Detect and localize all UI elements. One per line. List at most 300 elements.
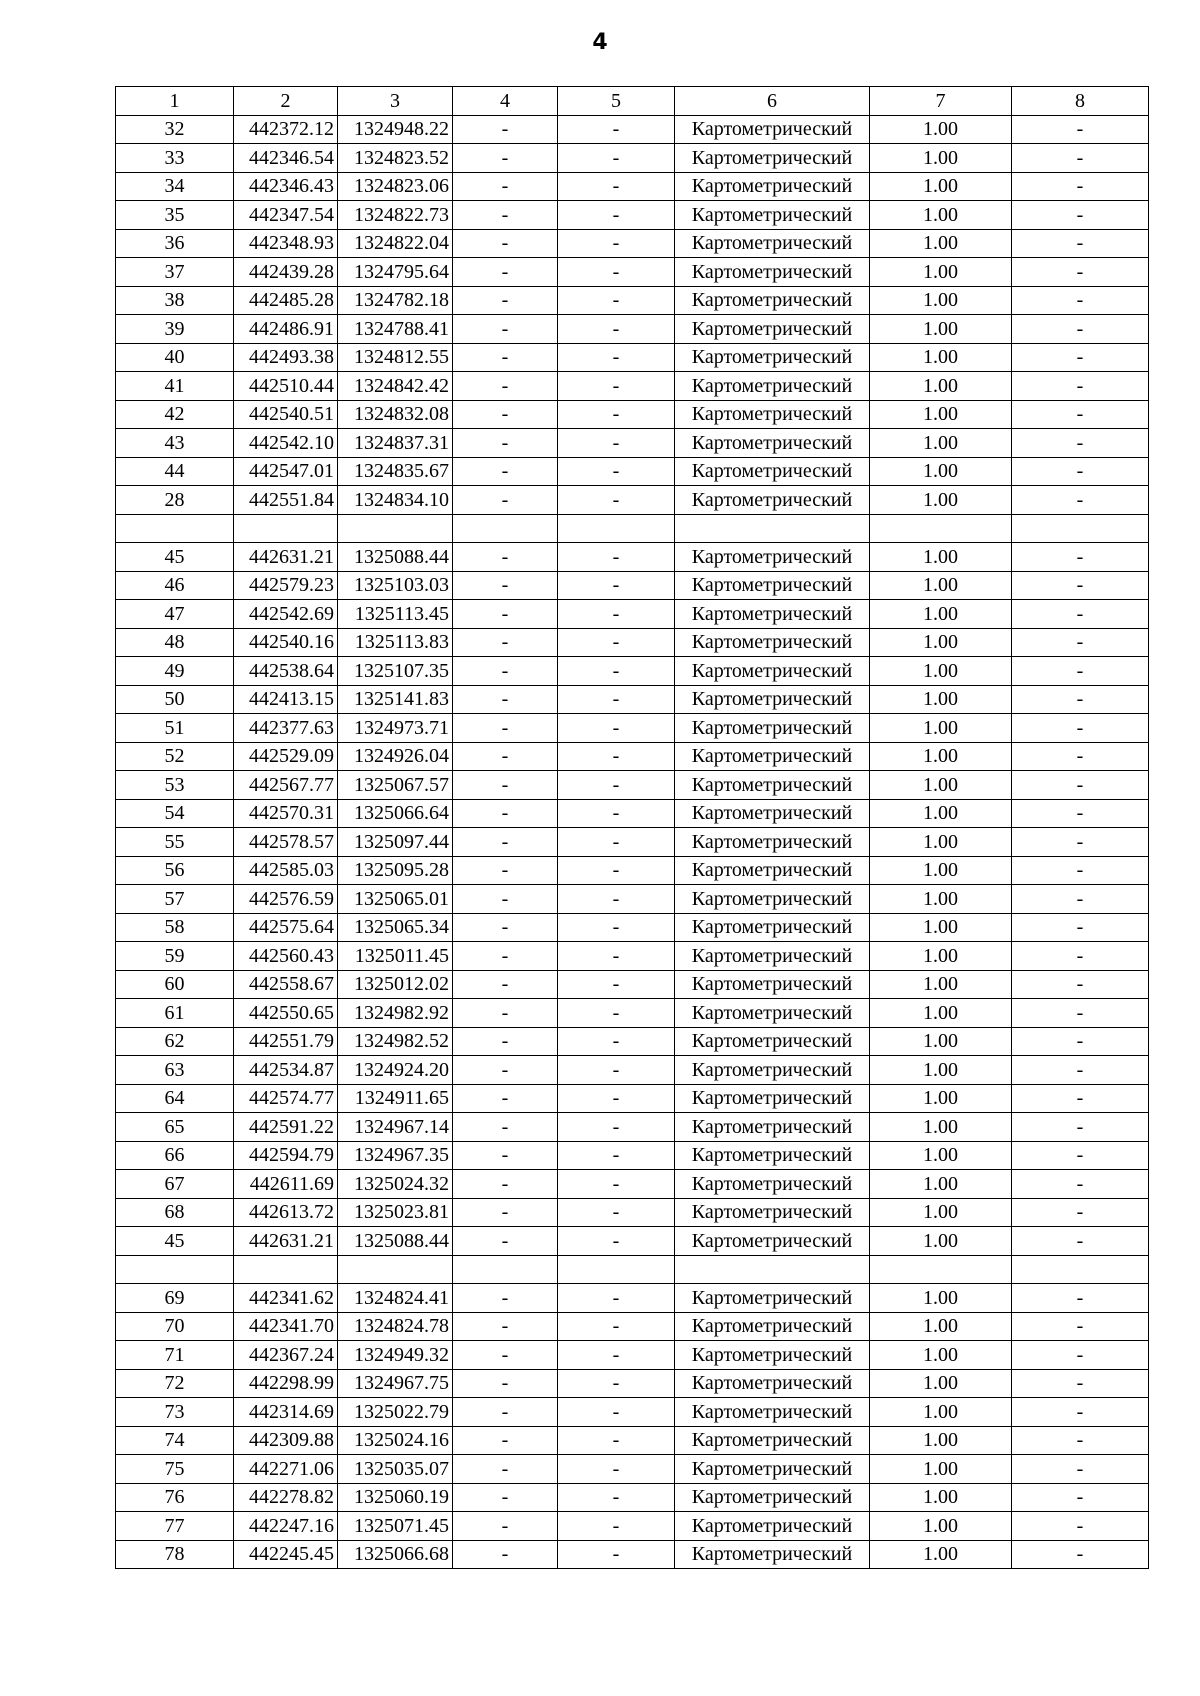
table-cell-col6: Картометрический bbox=[675, 1227, 870, 1256]
table-cell-col2: 442413.15 bbox=[234, 685, 338, 714]
table-cell-col5: - bbox=[558, 999, 675, 1028]
table-cell-col6: Картометрический bbox=[675, 1540, 870, 1569]
table-cell-col6: Картометрический bbox=[675, 543, 870, 572]
table-row bbox=[116, 201, 1149, 230]
table-cell-col2: 442377.63 bbox=[234, 714, 338, 743]
table-row bbox=[116, 885, 1149, 914]
table-cell-col3: 1325066.64 bbox=[338, 799, 453, 828]
table-cell-col8: - bbox=[1012, 714, 1149, 743]
table-cell-col5: - bbox=[558, 1198, 675, 1227]
table-cell-col8: - bbox=[1012, 1027, 1149, 1056]
table-cell-col5: - bbox=[558, 600, 675, 629]
table-row bbox=[116, 1312, 1149, 1341]
separator-row bbox=[116, 1255, 1149, 1284]
separator-row bbox=[116, 514, 1149, 543]
table-cell-col8: - bbox=[1012, 1284, 1149, 1313]
table-cell-col6 bbox=[675, 514, 870, 543]
table-cell-col5: - bbox=[558, 970, 675, 999]
table-cell-col1: 68 bbox=[116, 1198, 234, 1227]
table-row bbox=[116, 1540, 1149, 1569]
table-cell-col7: 1.00 bbox=[870, 229, 1012, 258]
table-cell-col7: 1.00 bbox=[870, 970, 1012, 999]
table-cell-col3: 1325011.45 bbox=[338, 942, 453, 971]
table-cell-col5: - bbox=[558, 315, 675, 344]
table-cell-col2: 442347.54 bbox=[234, 201, 338, 230]
table-row bbox=[116, 1284, 1149, 1313]
table-row bbox=[116, 1198, 1149, 1227]
table-row bbox=[116, 1398, 1149, 1427]
table-cell-col3: 1325071.45 bbox=[338, 1512, 453, 1541]
table-cell-col2: 442247.16 bbox=[234, 1512, 338, 1541]
table-cell-col4: - bbox=[453, 628, 558, 657]
column-header-7: 7 bbox=[870, 87, 1012, 116]
table-cell-col4: - bbox=[453, 1284, 558, 1313]
table-cell-col6: Картометрический bbox=[675, 913, 870, 942]
table-cell-col4: - bbox=[453, 1369, 558, 1398]
table-row bbox=[116, 372, 1149, 401]
table-cell-col6: Картометрический bbox=[675, 201, 870, 230]
table-row bbox=[116, 1455, 1149, 1484]
table-cell-col5: - bbox=[558, 1312, 675, 1341]
table-cell-col1: 74 bbox=[116, 1426, 234, 1455]
table-cell-col4: - bbox=[453, 1084, 558, 1113]
table-cell-col1: 78 bbox=[116, 1540, 234, 1569]
table-cell-col8: - bbox=[1012, 856, 1149, 885]
table-cell-col1: 77 bbox=[116, 1512, 234, 1541]
table-cell-col4: - bbox=[453, 571, 558, 600]
table-cell-col6: Картометрический bbox=[675, 1426, 870, 1455]
table-cell-col2 bbox=[234, 1255, 338, 1284]
table-cell-col8: - bbox=[1012, 600, 1149, 629]
table-cell-col3: 1325113.83 bbox=[338, 628, 453, 657]
table-cell-col7: 1.00 bbox=[870, 1141, 1012, 1170]
table-cell-col5: - bbox=[558, 1084, 675, 1113]
table-cell-col6: Картометрический bbox=[675, 315, 870, 344]
table-cell-col8: - bbox=[1012, 1227, 1149, 1256]
table-cell-col5: - bbox=[558, 1455, 675, 1484]
table-cell-col3: 1324823.52 bbox=[338, 144, 453, 173]
table-cell-col8: - bbox=[1012, 258, 1149, 287]
table-row bbox=[116, 856, 1149, 885]
table-cell-col1: 69 bbox=[116, 1284, 234, 1313]
table-cell-col3: 1325113.45 bbox=[338, 600, 453, 629]
table-cell-col8: - bbox=[1012, 942, 1149, 971]
table-cell-col5: - bbox=[558, 1113, 675, 1142]
table-cell-col7: 1.00 bbox=[870, 315, 1012, 344]
table-cell-col7: 1.00 bbox=[870, 856, 1012, 885]
table-cell-col7: 1.00 bbox=[870, 1056, 1012, 1085]
table-cell-col2: 442298.99 bbox=[234, 1369, 338, 1398]
table-cell-col6: Картометрический bbox=[675, 571, 870, 600]
table-row bbox=[116, 1141, 1149, 1170]
table-cell-col3: 1324824.78 bbox=[338, 1312, 453, 1341]
table-cell-col7: 1.00 bbox=[870, 1398, 1012, 1427]
table-cell-col3: 1325065.01 bbox=[338, 885, 453, 914]
table-cell-col3: 1324822.04 bbox=[338, 229, 453, 258]
table-cell-col4: - bbox=[453, 1426, 558, 1455]
table-cell-col4: - bbox=[453, 600, 558, 629]
table-cell-col1: 58 bbox=[116, 913, 234, 942]
table-cell-col6: Картометрический bbox=[675, 1369, 870, 1398]
table-cell-col6: Картометрический bbox=[675, 1512, 870, 1541]
table-cell-col6: Картометрический bbox=[675, 1141, 870, 1170]
table-cell-col6: Картометрический bbox=[675, 1084, 870, 1113]
table-cell-col6: Картометрический bbox=[675, 115, 870, 144]
table-cell-col7: 1.00 bbox=[870, 1198, 1012, 1227]
table-cell-col2: 442631.21 bbox=[234, 1227, 338, 1256]
table-cell-col1: 38 bbox=[116, 286, 234, 315]
table-cell-col6: Картометрический bbox=[675, 999, 870, 1028]
table-cell-col8: - bbox=[1012, 742, 1149, 771]
table-cell-col7: 1.00 bbox=[870, 771, 1012, 800]
table-cell-col7: 1.00 bbox=[870, 685, 1012, 714]
table-cell-col4: - bbox=[453, 1113, 558, 1142]
table-cell-col7: 1.00 bbox=[870, 1312, 1012, 1341]
table-cell-col5: - bbox=[558, 742, 675, 771]
table-cell-col4: - bbox=[453, 1455, 558, 1484]
table-row bbox=[116, 1227, 1149, 1256]
table-cell-col3: 1324812.55 bbox=[338, 343, 453, 372]
table-cell-col1: 41 bbox=[116, 372, 234, 401]
table-cell-col5: - bbox=[558, 115, 675, 144]
table-cell-col2: 442278.82 bbox=[234, 1483, 338, 1512]
table-cell-col1: 49 bbox=[116, 657, 234, 686]
table-cell-col6: Картометрический bbox=[675, 1198, 870, 1227]
table-cell-col3: 1324835.67 bbox=[338, 457, 453, 486]
table-cell-col4: - bbox=[453, 543, 558, 572]
table-cell-col8: - bbox=[1012, 771, 1149, 800]
table-cell-col5: - bbox=[558, 1056, 675, 1085]
table-cell-col2: 442551.84 bbox=[234, 486, 338, 515]
table-cell-col5: - bbox=[558, 1512, 675, 1541]
table-cell-col8: - bbox=[1012, 913, 1149, 942]
table-cell-col6: Картометрический bbox=[675, 1341, 870, 1370]
table-header-row bbox=[116, 87, 1149, 116]
table-cell-col5: - bbox=[558, 885, 675, 914]
table-cell-col3: 1325065.34 bbox=[338, 913, 453, 942]
table-row bbox=[116, 571, 1149, 600]
table-cell-col1: 32 bbox=[116, 115, 234, 144]
table-cell-col2: 442551.79 bbox=[234, 1027, 338, 1056]
table-cell-col6: Картометрический bbox=[675, 856, 870, 885]
table-cell-col3: 1324782.18 bbox=[338, 286, 453, 315]
table-cell-col2: 442579.23 bbox=[234, 571, 338, 600]
table-row bbox=[116, 286, 1149, 315]
table-cell-col4: - bbox=[453, 429, 558, 458]
table-cell-col4: - bbox=[453, 1056, 558, 1085]
table-cell-col2: 442346.43 bbox=[234, 172, 338, 201]
table-cell-col4: - bbox=[453, 343, 558, 372]
table-row bbox=[116, 942, 1149, 971]
table-cell-col2: 442570.31 bbox=[234, 799, 338, 828]
table-cell-col6: Картометрический bbox=[675, 144, 870, 173]
table-cell-col1: 70 bbox=[116, 1312, 234, 1341]
table-cell-col4 bbox=[453, 514, 558, 543]
table-cell-col6: Картометрический bbox=[675, 172, 870, 201]
table-row bbox=[116, 657, 1149, 686]
table-row bbox=[116, 315, 1149, 344]
table-cell-col2: 442309.88 bbox=[234, 1426, 338, 1455]
table-cell-col2: 442540.51 bbox=[234, 400, 338, 429]
table-cell-col6: Картометрический bbox=[675, 229, 870, 258]
table-cell-col7: 1.00 bbox=[870, 1284, 1012, 1313]
table-row bbox=[116, 543, 1149, 572]
table-cell-col3: 1324824.41 bbox=[338, 1284, 453, 1313]
table-cell-col7: 1.00 bbox=[870, 1426, 1012, 1455]
table-cell-col3 bbox=[338, 1255, 453, 1284]
table-cell-col3: 1324842.42 bbox=[338, 372, 453, 401]
table-cell-col8: - bbox=[1012, 885, 1149, 914]
table-cell-col1: 63 bbox=[116, 1056, 234, 1085]
table-cell-col4: - bbox=[453, 144, 558, 173]
table-cell-col3: 1325097.44 bbox=[338, 828, 453, 857]
table-cell-col3: 1325024.16 bbox=[338, 1426, 453, 1455]
table-cell-col1: 72 bbox=[116, 1369, 234, 1398]
table-cell-col2: 442348.93 bbox=[234, 229, 338, 258]
table-cell-col2: 442538.64 bbox=[234, 657, 338, 686]
table-cell-col4: - bbox=[453, 799, 558, 828]
table-cell-col1: 62 bbox=[116, 1027, 234, 1056]
table-cell-col3: 1324948.22 bbox=[338, 115, 453, 144]
table-cell-col1: 50 bbox=[116, 685, 234, 714]
table-cell-col7: 1.00 bbox=[870, 486, 1012, 515]
table-cell-col4: - bbox=[453, 1141, 558, 1170]
table-row bbox=[116, 144, 1149, 173]
table-cell-col6: Картометрический bbox=[675, 429, 870, 458]
table-cell-col3: 1325022.79 bbox=[338, 1398, 453, 1427]
table-row bbox=[116, 1084, 1149, 1113]
table-cell-col1: 54 bbox=[116, 799, 234, 828]
table-cell-col4 bbox=[453, 1255, 558, 1284]
table-cell-col6: Картометрический bbox=[675, 828, 870, 857]
column-header-3: 3 bbox=[338, 87, 453, 116]
table-cell-col4: - bbox=[453, 771, 558, 800]
table-cell-col4: - bbox=[453, 742, 558, 771]
table-cell-col1: 48 bbox=[116, 628, 234, 657]
table-row bbox=[116, 1170, 1149, 1199]
table-cell-col7: 1.00 bbox=[870, 1084, 1012, 1113]
table-cell-col1: 44 bbox=[116, 457, 234, 486]
table-cell-col4: - bbox=[453, 201, 558, 230]
table-cell-col2: 442585.03 bbox=[234, 856, 338, 885]
table-cell-col1: 43 bbox=[116, 429, 234, 458]
table-cell-col6 bbox=[675, 1255, 870, 1284]
table-cell-col7: 1.00 bbox=[870, 1170, 1012, 1199]
table-cell-col8: - bbox=[1012, 1056, 1149, 1085]
table-cell-col2: 442534.87 bbox=[234, 1056, 338, 1085]
table-row bbox=[116, 400, 1149, 429]
table-cell-col8: - bbox=[1012, 1455, 1149, 1484]
table-cell-col1: 65 bbox=[116, 1113, 234, 1142]
table-cell-col5: - bbox=[558, 913, 675, 942]
table-cell-col1: 52 bbox=[116, 742, 234, 771]
table-cell-col1: 55 bbox=[116, 828, 234, 857]
table-cell-col2: 442510.44 bbox=[234, 372, 338, 401]
table-cell-col5: - bbox=[558, 1398, 675, 1427]
table-cell-col8: - bbox=[1012, 372, 1149, 401]
table-cell-col5: - bbox=[558, 543, 675, 572]
table-cell-col1: 73 bbox=[116, 1398, 234, 1427]
column-header-2: 2 bbox=[234, 87, 338, 116]
table-cell-col5: - bbox=[558, 286, 675, 315]
table-cell-col7: 1.00 bbox=[870, 286, 1012, 315]
table-cell-col6: Картометрический bbox=[675, 771, 870, 800]
table-cell-col3: 1325060.19 bbox=[338, 1483, 453, 1512]
table-cell-col5: - bbox=[558, 457, 675, 486]
table-cell-col5: - bbox=[558, 1027, 675, 1056]
table-cell-col4: - bbox=[453, 1227, 558, 1256]
table-cell-col6: Картометрический bbox=[675, 970, 870, 999]
table-cell-col2: 442372.12 bbox=[234, 115, 338, 144]
table-cell-col5: - bbox=[558, 1227, 675, 1256]
table-cell-col6: Картометрический bbox=[675, 1027, 870, 1056]
table-cell-col7: 1.00 bbox=[870, 1512, 1012, 1541]
table-cell-col6: Картометрический bbox=[675, 742, 870, 771]
table-cell-col3: 1324967.35 bbox=[338, 1141, 453, 1170]
table-cell-col3: 1325067.57 bbox=[338, 771, 453, 800]
table-cell-col5: - bbox=[558, 714, 675, 743]
table-cell-col8: - bbox=[1012, 1398, 1149, 1427]
table-row bbox=[116, 1483, 1149, 1512]
table-cell-col8: - bbox=[1012, 1426, 1149, 1455]
table-cell-col7 bbox=[870, 1255, 1012, 1284]
table-cell-col6: Картометрический bbox=[675, 1113, 870, 1142]
table-cell-col4: - bbox=[453, 999, 558, 1028]
table-cell-col8: - bbox=[1012, 115, 1149, 144]
table-cell-col3: 1324949.32 bbox=[338, 1341, 453, 1370]
table-cell-col2: 442591.22 bbox=[234, 1113, 338, 1142]
table-cell-col2: 442567.77 bbox=[234, 771, 338, 800]
table-cell-col3: 1324967.75 bbox=[338, 1369, 453, 1398]
table-cell-col2: 442576.59 bbox=[234, 885, 338, 914]
table-cell-col3: 1325023.81 bbox=[338, 1198, 453, 1227]
table-cell-col6: Картометрический bbox=[675, 1312, 870, 1341]
table-cell-col5: - bbox=[558, 1426, 675, 1455]
table-cell-col8: - bbox=[1012, 999, 1149, 1028]
table-cell-col2: 442560.43 bbox=[234, 942, 338, 971]
table-cell-col7: 1.00 bbox=[870, 543, 1012, 572]
table-cell-col4: - bbox=[453, 1398, 558, 1427]
table-cell-col1: 61 bbox=[116, 999, 234, 1028]
table-cell-col4: - bbox=[453, 1341, 558, 1370]
table-cell-col2: 442486.91 bbox=[234, 315, 338, 344]
table-cell-col1: 67 bbox=[116, 1170, 234, 1199]
table-row bbox=[116, 457, 1149, 486]
table-cell-col5: - bbox=[558, 400, 675, 429]
table-cell-col7: 1.00 bbox=[870, 1027, 1012, 1056]
table-cell-col2: 442558.67 bbox=[234, 970, 338, 999]
table-cell-col4: - bbox=[453, 400, 558, 429]
table-cell-col1: 45 bbox=[116, 1227, 234, 1256]
table-cell-col4: - bbox=[453, 1027, 558, 1056]
table-cell-col2: 442611.69 bbox=[234, 1170, 338, 1199]
table-cell-col7: 1.00 bbox=[870, 714, 1012, 743]
table-cell-col3: 1324832.08 bbox=[338, 400, 453, 429]
table-cell-col7: 1.00 bbox=[870, 457, 1012, 486]
table-cell-col2: 442346.54 bbox=[234, 144, 338, 173]
table-cell-col8: - bbox=[1012, 970, 1149, 999]
table-cell-col1: 59 bbox=[116, 942, 234, 971]
table-cell-col7: 1.00 bbox=[870, 828, 1012, 857]
table-cell-col7: 1.00 bbox=[870, 942, 1012, 971]
table-cell-col7: 1.00 bbox=[870, 742, 1012, 771]
table-cell-col8: - bbox=[1012, 1113, 1149, 1142]
table-cell-col2: 442575.64 bbox=[234, 913, 338, 942]
table-cell-col7: 1.00 bbox=[870, 628, 1012, 657]
table-row bbox=[116, 1426, 1149, 1455]
table-cell-col4: - bbox=[453, 1312, 558, 1341]
table-cell-col1: 36 bbox=[116, 229, 234, 258]
table-cell-col4: - bbox=[453, 457, 558, 486]
table-cell-col7: 1.00 bbox=[870, 571, 1012, 600]
table-cell-col3: 1325066.68 bbox=[338, 1540, 453, 1569]
table-cell-col8: - bbox=[1012, 1198, 1149, 1227]
table-row bbox=[116, 799, 1149, 828]
table-cell-col4: - bbox=[453, 286, 558, 315]
table-cell-col1: 46 bbox=[116, 571, 234, 600]
table-cell-col7: 1.00 bbox=[870, 999, 1012, 1028]
table-cell-col8: - bbox=[1012, 172, 1149, 201]
table-cell-col2: 442314.69 bbox=[234, 1398, 338, 1427]
table-cell-col2 bbox=[234, 514, 338, 543]
table-cell-col8: - bbox=[1012, 1170, 1149, 1199]
table-cell-col3: 1324982.52 bbox=[338, 1027, 453, 1056]
table-row bbox=[116, 115, 1149, 144]
table-cell-col3: 1324982.92 bbox=[338, 999, 453, 1028]
table-cell-col5: - bbox=[558, 685, 675, 714]
table-cell-col7: 1.00 bbox=[870, 1341, 1012, 1370]
table-cell-col3: 1324973.71 bbox=[338, 714, 453, 743]
table-cell-col5 bbox=[558, 514, 675, 543]
table-cell-col3: 1324926.04 bbox=[338, 742, 453, 771]
table-cell-col6: Картометрический bbox=[675, 400, 870, 429]
column-header-6: 6 bbox=[675, 87, 870, 116]
table-cell-col4: - bbox=[453, 229, 558, 258]
table-cell-col1: 39 bbox=[116, 315, 234, 344]
table-cell-col7: 1.00 bbox=[870, 1113, 1012, 1142]
table-cell-col7: 1.00 bbox=[870, 1483, 1012, 1512]
table-cell-col2: 442485.28 bbox=[234, 286, 338, 315]
table-cell-col2: 442594.79 bbox=[234, 1141, 338, 1170]
table-row bbox=[116, 1369, 1149, 1398]
table-cell-col8: - bbox=[1012, 343, 1149, 372]
table-cell-col1: 33 bbox=[116, 144, 234, 173]
table-cell-col4: - bbox=[453, 372, 558, 401]
table-cell-col2: 442542.69 bbox=[234, 600, 338, 629]
table-cell-col4: - bbox=[453, 657, 558, 686]
table-cell-col1: 66 bbox=[116, 1141, 234, 1170]
table-cell-col3: 1325141.83 bbox=[338, 685, 453, 714]
table-cell-col6: Картометрический bbox=[675, 486, 870, 515]
table-cell-col5: - bbox=[558, 1540, 675, 1569]
table-cell-col7: 1.00 bbox=[870, 429, 1012, 458]
table-cell-col5: - bbox=[558, 571, 675, 600]
table-cell-col4: - bbox=[453, 172, 558, 201]
table-row bbox=[116, 343, 1149, 372]
table-cell-col5: - bbox=[558, 144, 675, 173]
table-cell-col4: - bbox=[453, 1483, 558, 1512]
table-cell-col8: - bbox=[1012, 1084, 1149, 1113]
table-cell-col5: - bbox=[558, 172, 675, 201]
table-cell-col7: 1.00 bbox=[870, 913, 1012, 942]
table-cell-col7: 1.00 bbox=[870, 1369, 1012, 1398]
table-cell-col5: - bbox=[558, 258, 675, 287]
table-cell-col4: - bbox=[453, 1198, 558, 1227]
table-cell-col3: 1325095.28 bbox=[338, 856, 453, 885]
table-cell-col5 bbox=[558, 1255, 675, 1284]
table-cell-col1 bbox=[116, 514, 234, 543]
table-cell-col8: - bbox=[1012, 657, 1149, 686]
